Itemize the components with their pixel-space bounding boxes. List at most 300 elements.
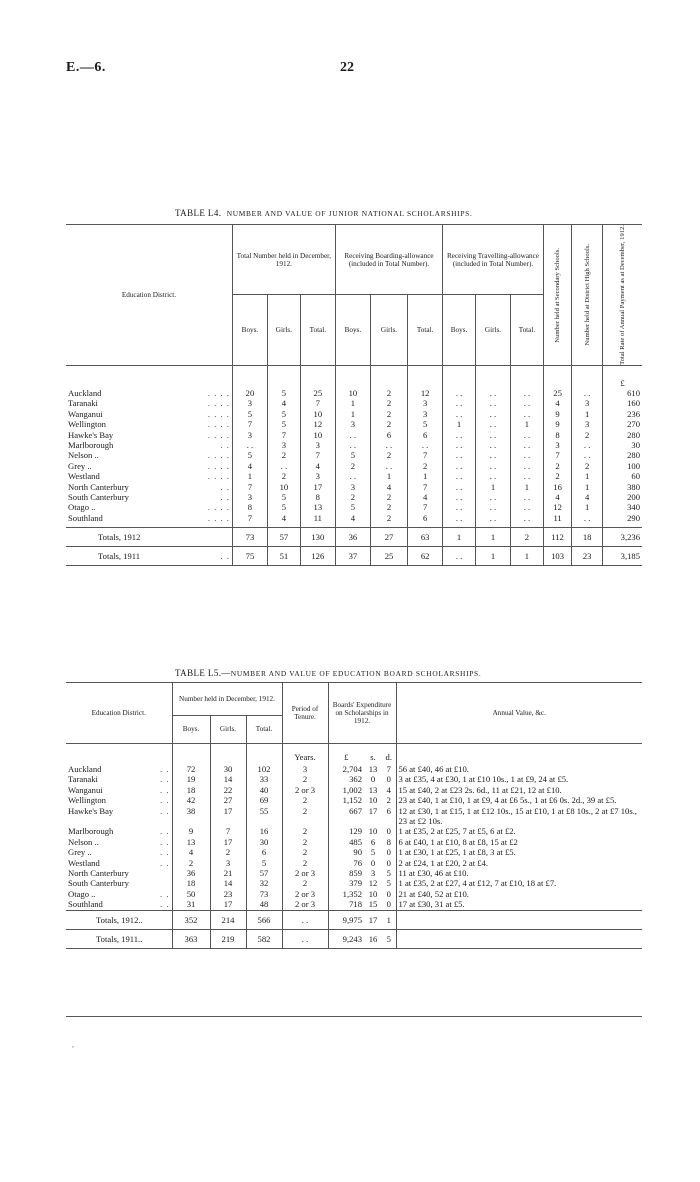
district-name: Grey .. bbox=[68, 460, 92, 471]
district-name: Wellington bbox=[68, 795, 106, 806]
l5-cell-l: 362 bbox=[349, 774, 362, 785]
l4-cell-rg: . . bbox=[475, 492, 510, 502]
leader-dots: . . bbox=[160, 805, 170, 816]
l4-cell-rt: . . bbox=[511, 398, 544, 408]
district-name: Westland bbox=[68, 857, 100, 868]
leader-dots: . . . . bbox=[207, 429, 230, 440]
l5-cell-period: 2 bbox=[282, 774, 328, 784]
l5-cell-s: 0 bbox=[370, 774, 376, 785]
leader-dots: . . bbox=[160, 795, 170, 806]
district-name: Wanganui bbox=[68, 408, 103, 419]
l4-cell-tt: 4 bbox=[300, 461, 335, 471]
l4-cell-rate: 60 bbox=[631, 471, 640, 482]
l5-cell-girls: 23 bbox=[210, 889, 246, 899]
l4-cell-tg: 4 bbox=[267, 513, 300, 523]
l5-cell-period: 2 bbox=[282, 795, 328, 805]
leader-dots: . . bbox=[220, 439, 230, 450]
l4-cell-dh: 1 bbox=[572, 471, 603, 481]
l5-cell-annual-value: 3 at £35, 4 at £30, 1 at £10 10s., 1 at £9, 24 at £5. bbox=[398, 774, 569, 785]
l4-cell-rate: 340 bbox=[627, 502, 640, 513]
l5-header-district: Education District. bbox=[66, 683, 172, 744]
l4-cell-tg: 5 bbox=[267, 502, 300, 512]
leader-dots: . . bbox=[220, 551, 230, 562]
l4-cell-bt: 7 bbox=[408, 482, 443, 492]
district-name: Southland bbox=[68, 512, 103, 523]
leader-dots: . . . . bbox=[207, 419, 230, 430]
l5-cell-total: 57 bbox=[246, 868, 282, 878]
l4-cell-bg: 2 bbox=[370, 398, 407, 408]
l4-cell-bt: . . bbox=[408, 440, 443, 450]
l5-cell-girls: 7 bbox=[210, 826, 246, 836]
l5-cell-annual-value: 15 at £40, 2 at £23 2s. 6d., 11 at £21, 12 at £10. bbox=[398, 784, 562, 795]
l5-cell-girls: 30 bbox=[210, 764, 246, 774]
l4-cell-rb: . . bbox=[443, 513, 476, 523]
l5-cell-total: 102 bbox=[246, 764, 282, 774]
l4-cell-bb: 37 bbox=[335, 547, 370, 566]
l4-header-boarding-boys: Boys. bbox=[335, 295, 370, 365]
l4-cell-tg: 2 bbox=[267, 471, 300, 481]
l5-cell-girls: 17 bbox=[210, 899, 246, 910]
l5-cell-d: 4 bbox=[382, 785, 396, 795]
l4-cell-bb: 2 bbox=[335, 461, 370, 471]
l5-pounds-label: £ bbox=[344, 752, 349, 762]
table-row bbox=[66, 889, 642, 899]
l4-cell-bt: 62 bbox=[408, 547, 443, 566]
l4-cell-rt: 1 bbox=[511, 547, 544, 566]
page-speck: , bbox=[72, 1040, 74, 1049]
leader-dots: . . . . bbox=[207, 398, 230, 409]
l4-cell-bt: 5 bbox=[408, 419, 443, 429]
l4-cell-tt: 3 bbox=[300, 440, 335, 450]
l5-cell-period: 2 or 3 bbox=[282, 868, 328, 878]
l4-cell-sec: 11 bbox=[543, 513, 571, 523]
leader-dots: . . . . bbox=[207, 471, 230, 482]
leader-dots: . . bbox=[160, 847, 170, 858]
l5-cell-l: 76 bbox=[353, 857, 362, 868]
l5-cell-boys: 19 bbox=[172, 774, 210, 784]
l5-cell-boys: 2 bbox=[172, 858, 210, 868]
table-row bbox=[66, 513, 642, 523]
district-name: Grey .. bbox=[68, 847, 92, 858]
leader-dots: . . bbox=[220, 491, 230, 502]
l4-cell-rate: 610 bbox=[627, 387, 640, 398]
totals-label: Totals, 1911 bbox=[98, 551, 141, 562]
l5-cell-d: 1 bbox=[382, 910, 396, 929]
leader-dots: . . bbox=[160, 899, 170, 910]
l5-cell-s: 6 bbox=[370, 836, 376, 847]
l5-cell-boys: 9 bbox=[172, 826, 210, 836]
l4-cell-rt: . . bbox=[511, 440, 544, 450]
l5-cell-boys: 13 bbox=[172, 837, 210, 847]
l5-cell-period: . . bbox=[282, 910, 328, 929]
l4-cell-rb: . . bbox=[443, 471, 476, 481]
l5-cell-d: 0 bbox=[382, 826, 396, 836]
l5-cell-total: 16 bbox=[246, 826, 282, 836]
district-name: Otago .. bbox=[68, 888, 96, 899]
l4-cell-bt: 63 bbox=[408, 528, 443, 547]
l4-cell-tb: 3 bbox=[232, 398, 267, 408]
bottom-rule bbox=[66, 1016, 642, 1017]
l4-cell-rg: . . bbox=[475, 450, 510, 460]
leader-dots: . . . . bbox=[207, 502, 230, 513]
leader-dots: . . . . bbox=[207, 450, 230, 461]
district-name: Hawke's Bay bbox=[68, 429, 114, 440]
table-l4-title: NUMBER AND VALUE OF JUNIOR NATIONAL SCHOLARSHIPS. bbox=[226, 209, 473, 218]
district-name: Taranaki bbox=[68, 774, 98, 785]
table-row bbox=[66, 837, 642, 847]
l4-header-rate: Total Rate of Annual Payment as at December, 1912. bbox=[602, 225, 642, 366]
l5-cell-d: 7 bbox=[382, 764, 396, 774]
district-name: Marlborough bbox=[68, 439, 114, 450]
l5-cell-period: 2 bbox=[282, 806, 328, 827]
district-name: North Canterbury bbox=[68, 868, 129, 879]
l4-cell-dh: 2 bbox=[572, 461, 603, 471]
l5-cell-boys: 38 bbox=[172, 806, 210, 827]
table-row bbox=[66, 878, 642, 888]
l5-cell-girls: 14 bbox=[210, 774, 246, 784]
table-row bbox=[66, 774, 642, 784]
l4-cell-bt: 6 bbox=[408, 430, 443, 440]
l5-cell-s: 17 bbox=[368, 914, 378, 925]
district-name: South Canterbury bbox=[68, 878, 129, 889]
report-reference: E.—6. bbox=[66, 60, 106, 75]
district-name: Wellington bbox=[68, 419, 106, 430]
l5-cell-total: 5 bbox=[246, 858, 282, 868]
l4-cell-rate: 380 bbox=[627, 481, 640, 492]
l4-cell-tg: 4 bbox=[267, 398, 300, 408]
l4-cell-tb: 1 bbox=[232, 471, 267, 481]
l4-cell-tb: 5 bbox=[232, 409, 267, 419]
l5-cell-d: 8 bbox=[382, 837, 396, 847]
l4-cell-bb: 3 bbox=[335, 482, 370, 492]
l5-cell-boys: 50 bbox=[172, 889, 210, 899]
table-row bbox=[66, 847, 642, 857]
table-row bbox=[66, 430, 642, 440]
l5-cell-total: 566 bbox=[246, 910, 282, 929]
l4-cell-rg: 1 bbox=[475, 528, 510, 547]
l4-cell-rt: . . bbox=[511, 492, 544, 502]
l5-cell-boys: 363 bbox=[172, 929, 210, 948]
l4-cell-tt: 12 bbox=[300, 419, 335, 429]
leader-dots: . . . . bbox=[207, 512, 230, 523]
l5-cell-annual-value: 11 at £30, 46 at £10. bbox=[398, 868, 469, 879]
l5-header-annual: Annual Value, &c. bbox=[396, 683, 642, 744]
l4-cell-dh: . . bbox=[572, 388, 603, 398]
l5-header-held: Number held in December, 1912. bbox=[172, 683, 282, 716]
l5-cell-annual-value: 6 at £40, 1 at £10, 8 at £8, 15 at £2 bbox=[398, 836, 518, 847]
l4-cell-bb: 5 bbox=[335, 502, 370, 512]
l4-cell-rt: . . bbox=[511, 388, 544, 398]
table-row bbox=[66, 450, 642, 460]
l5-cell-boys: 18 bbox=[172, 785, 210, 795]
l4-cell-tt: 17 bbox=[300, 482, 335, 492]
l5-header-total: Total. bbox=[246, 715, 282, 743]
district-name: Nelson .. bbox=[68, 450, 99, 461]
l5-cell-boys: 31 bbox=[172, 899, 210, 910]
l4-cell-rate: 3,185 bbox=[620, 551, 640, 562]
table-row bbox=[66, 492, 642, 502]
l5-cell-l: 718 bbox=[349, 899, 362, 910]
page-number: 22 bbox=[340, 60, 354, 75]
l5-header-girls: Girls. bbox=[210, 715, 246, 743]
table-l4-label: TABLE L4. bbox=[175, 208, 222, 218]
l5-cell-l: 1,152 bbox=[342, 795, 362, 806]
l5-cell-l: 379 bbox=[349, 878, 362, 889]
l5-cell-total: 582 bbox=[246, 929, 282, 948]
l4-cell-dh: 23 bbox=[572, 547, 603, 566]
l4-cell-bg: 27 bbox=[370, 528, 407, 547]
l4-cell-rt: . . bbox=[511, 461, 544, 471]
district-name: North Canterbury bbox=[68, 481, 129, 492]
l4-cell-bt: 7 bbox=[408, 502, 443, 512]
l4-cell-bt: 6 bbox=[408, 513, 443, 523]
l4-cell-bt: 3 bbox=[408, 398, 443, 408]
l4-cell-rate: 280 bbox=[627, 429, 640, 440]
l4-cell-dh: 3 bbox=[572, 419, 603, 429]
l4-cell-rg: 1 bbox=[475, 547, 510, 566]
leader-dots: . . bbox=[160, 836, 170, 847]
table-l4 bbox=[66, 224, 642, 566]
l5-cell-girls: 17 bbox=[210, 806, 246, 827]
l4-header-travel-boys: Boys. bbox=[443, 295, 476, 365]
leader-dots: . . . . bbox=[207, 460, 230, 471]
l5-cell-l: 1,002 bbox=[342, 784, 362, 795]
l5-cell-girls: 22 bbox=[210, 785, 246, 795]
l5-cell-s: 3 bbox=[370, 868, 376, 879]
l4-cell-bg: 2 bbox=[370, 513, 407, 523]
l5-cell-d: 6 bbox=[382, 806, 396, 827]
l5-cell-annual-value: 23 at £40, 1 at £10, 1 at £9, 4 at £6 5s., 1 at £6 0s. 2d., 39 at £5. bbox=[398, 795, 617, 806]
l4-cell-tb: 20 bbox=[232, 388, 267, 398]
l4-cell-tg: 51 bbox=[267, 547, 300, 566]
table-l4-caption bbox=[175, 208, 473, 218]
l4-cell-bg: 2 bbox=[370, 419, 407, 429]
l4-cell-bb: 5 bbox=[335, 450, 370, 460]
l4-header-secondary: Number held at Secondary Schools. bbox=[543, 225, 571, 366]
l4-cell-rate: 30 bbox=[631, 439, 640, 450]
l5-cell-l: 9,243 bbox=[342, 933, 362, 944]
l4-cell-bg: 25 bbox=[370, 547, 407, 566]
l5-cell-s: 0 bbox=[370, 857, 376, 868]
l5-cell-l: 485 bbox=[349, 836, 362, 847]
totals-label: Totals, 1912.. bbox=[96, 914, 143, 925]
l4-cell-rb: . . bbox=[443, 492, 476, 502]
l5-cell-d: 0 bbox=[382, 774, 396, 784]
l4-cell-dh: 1 bbox=[572, 482, 603, 492]
table-row bbox=[66, 419, 642, 429]
l4-cell-bb: . . bbox=[335, 440, 370, 450]
l4-cell-tg: 5 bbox=[267, 409, 300, 419]
l4-cell-rg: . . bbox=[475, 440, 510, 450]
l5-cell-l: 667 bbox=[349, 805, 362, 816]
l4-cell-bb: 3 bbox=[335, 419, 370, 429]
l5-cell-d: 5 bbox=[382, 878, 396, 888]
l4-cell-rt: . . bbox=[511, 409, 544, 419]
l4-cell-sec: 112 bbox=[543, 528, 571, 547]
table-row bbox=[66, 868, 642, 878]
l4-cell-rt: . . bbox=[511, 450, 544, 460]
l4-cell-bb: 1 bbox=[335, 409, 370, 419]
l4-cell-tg: 57 bbox=[267, 528, 300, 547]
l5-cell-d: 2 bbox=[382, 795, 396, 805]
l4-cell-tg: 5 bbox=[267, 419, 300, 429]
l4-header-district: Education District. bbox=[66, 225, 232, 366]
l4-cell-bt: 12 bbox=[408, 388, 443, 398]
l4-cell-tb: 7 bbox=[232, 419, 267, 429]
l4-cell-rg: . . bbox=[475, 419, 510, 429]
l5-cell-total: 6 bbox=[246, 847, 282, 857]
l4-cell-rb: 1 bbox=[443, 528, 476, 547]
l4-cell-rg: . . bbox=[475, 388, 510, 398]
l4-cell-sec: 7 bbox=[543, 450, 571, 460]
l5-cell-d: 0 bbox=[382, 889, 396, 899]
l5-cell-girls: 27 bbox=[210, 795, 246, 805]
l5-cell-s: 10 bbox=[368, 795, 378, 806]
l4-header-district-high: Number held at District High Schools. bbox=[572, 225, 603, 366]
l4-cell-tb: 7 bbox=[232, 482, 267, 492]
l4-cell-bg: . . bbox=[370, 461, 407, 471]
table-row bbox=[66, 785, 642, 795]
l4-cell-tb: 75 bbox=[232, 547, 267, 566]
l4-cell-rb: . . bbox=[443, 409, 476, 419]
l4-cell-dh: 1 bbox=[572, 502, 603, 512]
l4-cell-bb: . . bbox=[335, 471, 370, 481]
totals-label: Totals, 1912 bbox=[98, 532, 141, 543]
district-name: Nelson .. bbox=[68, 836, 99, 847]
l4-pound-sign: £ bbox=[620, 377, 625, 388]
l5-cell-annual-value: 1 at £35, 2 at £25, 7 at £5, 6 at £2. bbox=[398, 826, 516, 837]
l4-cell-bb: . . bbox=[335, 430, 370, 440]
l4-cell-tb: 5 bbox=[232, 450, 267, 460]
l5-cell-girls: 21 bbox=[210, 868, 246, 878]
l4-cell-tg: 10 bbox=[267, 482, 300, 492]
l4-header-total-held: Total Number held in December, 1912. bbox=[232, 225, 335, 295]
l4-cell-bt: 4 bbox=[408, 492, 443, 502]
l4-cell-rg: . . bbox=[475, 398, 510, 408]
district-name: Auckland bbox=[68, 387, 102, 398]
l5-cell-annual-value: 1 at £30, 1 at £25, 1 at £8, 3 at £5. bbox=[398, 847, 516, 858]
l4-cell-rt: 1 bbox=[511, 419, 544, 429]
table-row bbox=[66, 795, 642, 805]
l4-cell-sec: 4 bbox=[543, 398, 571, 408]
l5-cell-girls: 17 bbox=[210, 837, 246, 847]
l4-totals-row bbox=[66, 528, 642, 547]
l4-cell-dh: . . bbox=[572, 513, 603, 523]
l5-cell-girls: 3 bbox=[210, 858, 246, 868]
l4-cell-tt: 10 bbox=[300, 430, 335, 440]
l5-years-label: Years. bbox=[282, 744, 328, 765]
l4-cell-tt: 3 bbox=[300, 471, 335, 481]
l4-header-boarding-girls: Girls. bbox=[370, 295, 407, 365]
l5-cell-l: 90 bbox=[353, 847, 362, 858]
l5-cell-d: 5 bbox=[382, 868, 396, 878]
l5-cell-girls: 14 bbox=[210, 878, 246, 888]
l4-cell-rb: 1 bbox=[443, 419, 476, 429]
l4-cell-bb: 4 bbox=[335, 513, 370, 523]
leader-dots: . . . . bbox=[207, 408, 230, 419]
leader-dots: . . bbox=[160, 857, 170, 868]
l4-header-girls: Girls. bbox=[267, 295, 300, 365]
l4-cell-bg: 4 bbox=[370, 482, 407, 492]
l4-cell-rb: . . bbox=[443, 547, 476, 566]
l5-header-period: Period of Tenure. bbox=[282, 683, 328, 744]
l5-cell-annual-value: 21 at £40, 52 at £10. bbox=[398, 888, 469, 899]
l4-cell-dh: 2 bbox=[572, 430, 603, 440]
table-l5-caption bbox=[175, 668, 481, 678]
l4-cell-sec: 9 bbox=[543, 419, 571, 429]
leader-dots: . . bbox=[160, 774, 170, 785]
l5-cell-girls: 2 bbox=[210, 847, 246, 857]
table-row bbox=[66, 409, 642, 419]
l4-cell-bt: 2 bbox=[408, 461, 443, 471]
l4-cell-dh: . . bbox=[572, 440, 603, 450]
table-row bbox=[66, 826, 642, 836]
l4-cell-rg: . . bbox=[475, 502, 510, 512]
l4-cell-tt: 8 bbox=[300, 492, 335, 502]
l5-cell-period: 2 bbox=[282, 858, 328, 868]
l4-cell-tb: 8 bbox=[232, 502, 267, 512]
l5-totals-row bbox=[66, 929, 642, 948]
l5-cell-period: 2 bbox=[282, 826, 328, 836]
table-row bbox=[66, 899, 642, 910]
l5-cell-total: 30 bbox=[246, 837, 282, 847]
l5-cell-l: 2,704 bbox=[342, 764, 362, 774]
l4-cell-bg: 1 bbox=[370, 471, 407, 481]
l4-cell-rt: . . bbox=[511, 502, 544, 512]
l4-cell-tg: 3 bbox=[267, 440, 300, 450]
l4-cell-tt: 126 bbox=[300, 547, 335, 566]
l5-cell-total: 48 bbox=[246, 899, 282, 910]
table-l5 bbox=[66, 682, 642, 949]
leader-dots: . . bbox=[160, 764, 170, 774]
l4-cell-bg: . . bbox=[370, 440, 407, 450]
l4-cell-rg: . . bbox=[475, 471, 510, 481]
l5-cell-boys: 352 bbox=[172, 910, 210, 929]
l5-cell-l: 129 bbox=[349, 826, 362, 837]
l5-cell-s: 13 bbox=[368, 784, 378, 795]
district-name: Hawke's Bay bbox=[68, 805, 114, 816]
l4-cell-rg: . . bbox=[475, 461, 510, 471]
l5-cell-s: 12 bbox=[368, 878, 378, 889]
district-name: Wanganui bbox=[68, 784, 103, 795]
l5-cell-l: 9,975 bbox=[342, 914, 362, 925]
l4-cell-rt: . . bbox=[511, 471, 544, 481]
l4-cell-tt: 13 bbox=[300, 502, 335, 512]
l4-cell-tg: 5 bbox=[267, 492, 300, 502]
totals-label: Totals, 1911.. bbox=[96, 933, 143, 944]
district-name: Southland bbox=[68, 899, 103, 910]
l4-cell-bt: 3 bbox=[408, 409, 443, 419]
l5-cell-d: 0 bbox=[382, 899, 396, 910]
l4-cell-tb: . . bbox=[232, 440, 267, 450]
l4-cell-sec: 25 bbox=[543, 388, 571, 398]
l5-cell-annual-value: 17 at £30, 31 at £5. bbox=[398, 899, 465, 910]
l5-cell-annual-value: 12 at £30, 1 at £15, 1 at £12 10s., 15 at £10, 1 at £8 10s., 2 at £7 10s., 23 at £2 10s. bbox=[398, 805, 637, 827]
l4-cell-dh: 1 bbox=[572, 409, 603, 419]
table-l5-title: NUMBER AND VALUE OF EDUCATION BOARD SCHOLARSHIPS. bbox=[230, 669, 482, 678]
l4-cell-tt: 25 bbox=[300, 388, 335, 398]
l5-cell-period: 2 or 3 bbox=[282, 785, 328, 795]
l4-cell-bg: 2 bbox=[370, 502, 407, 512]
l4-cell-bt: 7 bbox=[408, 450, 443, 460]
district-name: Westland bbox=[68, 471, 100, 482]
l5-cell-total: 73 bbox=[246, 889, 282, 899]
l4-cell-tb: 7 bbox=[232, 513, 267, 523]
l5-cell-period: 2 or 3 bbox=[282, 889, 328, 899]
l4-header-travel-total: Total. bbox=[511, 295, 544, 365]
l4-cell-sec: 3 bbox=[543, 440, 571, 450]
l5-cell-period: 2 bbox=[282, 837, 328, 847]
